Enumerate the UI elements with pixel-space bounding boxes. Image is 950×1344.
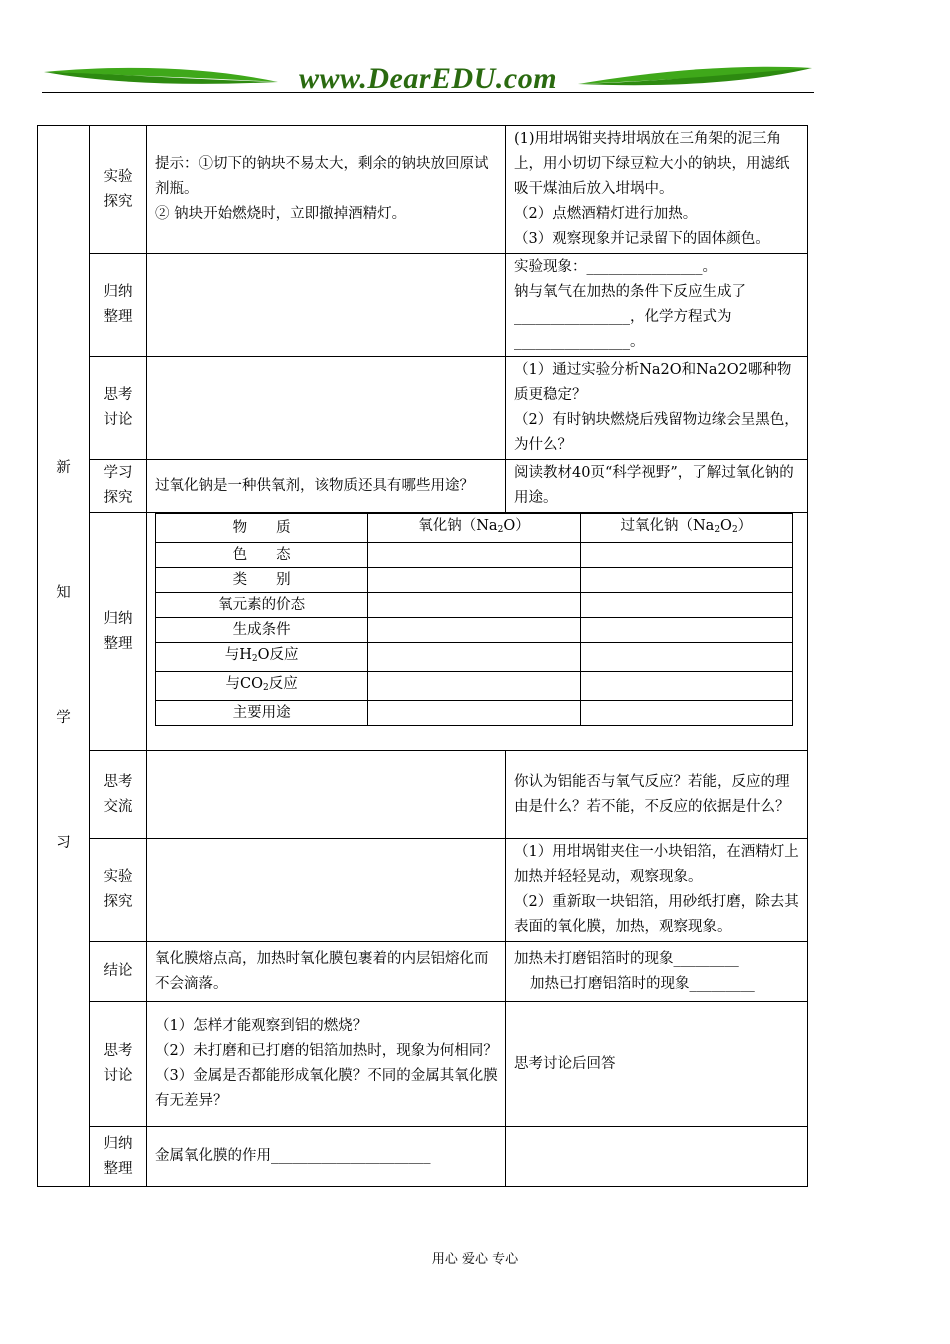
compare-table [155,513,793,726]
table-cell: 色 态 [156,543,368,568]
row-label: 思考 讨论 [90,357,147,460]
table-cell: 与$CO_2$反应 [156,672,368,701]
cell-text: 阅读教材40页“科学视野”，了解过氧化钠的用途。 [514,465,794,506]
table-row [156,514,793,543]
section-char: 学 [56,710,71,726]
table-cell [580,618,792,643]
cell-text: 提示：①切下的钠块不易太大，剩余的钠块放回原试剂瓶。 [155,156,489,197]
text-cell [506,460,808,513]
cell-text: （3）观察现象并记录留下的固体颜色。 [514,231,770,247]
table-row [38,126,808,254]
header-rule [42,92,814,93]
empty-cell [147,357,506,460]
section-char: 新 [56,460,71,476]
lesson-table [37,125,808,1187]
steps-cell [506,126,808,254]
table-row [38,1127,808,1187]
table-header: 物 质 [156,514,368,543]
table-cell: 生成条件 [156,618,368,643]
table-row [156,701,793,726]
cell-text: （1）通过实验分析Na2O和Na2O2哪种物质更稳定？ [514,362,792,403]
empty-cell [147,751,506,839]
cell-text: 金属氧化膜的作用______________________ [155,1148,431,1164]
section-char: 习 [56,835,71,851]
table-cell [368,543,580,568]
table-cell [580,672,792,701]
table-cell [368,618,580,643]
cell-text: 加热未打磨铝箔时的现象_________ [514,950,739,967]
table-cell [580,643,792,672]
section-char: 知 [56,585,71,601]
cell-text: (1)用坩埚钳夹持坩埚放在三角架的泥三角上，用小切切下绿豆粒大小的钠块，用滤纸吸干煤油后放入坩埚中。 [514,131,790,197]
table-cell [368,593,580,618]
steps-cell [506,839,808,942]
text-cell [506,751,808,839]
table-cell: 类 别 [156,568,368,593]
hint-cell [147,126,506,254]
row-label: 学习 探究 [90,460,147,513]
table-row [38,942,808,1002]
text-cell [147,460,506,513]
header-logo [42,60,814,100]
logo-text: www.DearEDU.com [298,62,558,95]
cell-text: 你认为铝能否与氧气反应？若能，反应的理由是什么？若不能，不反应的依据是什么？ [514,773,790,815]
table-cell [368,672,580,701]
row-label: 思考 交流 [90,751,147,839]
cell-text: （2）重新取一块铝箔，用砂纸打磨，除去其表面的氧化膜，加热，观察现象。 [514,894,799,935]
table-cell [580,701,792,726]
fill-cell [506,254,808,357]
cell-text: （2）有时钠块燃烧后残留物边缘会呈黑色，为什么？ [514,412,799,453]
cell-text: ② 钠块开始燃烧时，立即撤掉酒精灯。 [155,206,407,222]
table-cell: 氧元素的价态 [156,593,368,618]
row-label: 归纳 整理 [90,1127,147,1187]
page-footer: 用心 爱心 专心 [431,1252,519,1267]
empty-cell [147,839,506,942]
table-cell [580,568,792,593]
row-label: 结论 [90,942,147,1002]
table-row [156,618,793,643]
table-row [38,460,808,513]
fill-cell [147,1127,506,1187]
table-cell [368,701,580,726]
empty-cell [147,254,506,357]
row-label: 实验 探究 [90,126,147,254]
table-cell: 主要用途 [156,701,368,726]
row-label: 归纳 整理 [90,513,147,751]
cell-text: （3）金属是否都能形成氧化膜？不同的金属其氧化膜有无差异？ [155,1068,498,1109]
cell-text: （1）怎样才能观察到铝的燃烧？ [155,1018,368,1034]
cell-text: 思考讨论后回答 [514,1055,616,1072]
table-row [38,1002,808,1127]
cell-text: 过氧化钠是一种供氧剂，该物质还具有哪些用途？ [155,477,474,494]
table-cell [368,643,580,672]
cell-text: （2）点燃酒精灯进行加热。 [514,206,698,222]
table-row [38,751,808,839]
table-header: 过氧化钠$(Na_2O_2)$ [580,514,792,543]
cell-text: 加热已打磨铝箔时的现象_________ [530,975,755,992]
table-cell: 与$H_2O$反应 [156,643,368,672]
table-row [156,568,793,593]
table-row [38,357,808,460]
section-label [38,126,90,1187]
fill-cell [506,942,808,1002]
question-cell [506,357,808,460]
cell-text: 氧化膜熔点高，加热时氧化膜包裹着的内层铝熔化而不会滴落。 [155,950,489,992]
table-row [156,543,793,568]
table-row [38,839,808,942]
table-row [156,672,793,701]
row-label: 思考 讨论 [90,1002,147,1127]
cell-text: （2）未打磨和已打磨的铝箔加热时，现象为何相同？ [155,1043,498,1059]
table-cell [580,543,792,568]
table-row [38,254,808,357]
table-cell [580,593,792,618]
table-row [156,593,793,618]
compare-cell [147,513,808,751]
row-label: 归纳 整理 [90,254,147,357]
row-label: 实验 探究 [90,839,147,942]
table-header: 氧化钠$(Na_2O)$ [368,514,580,543]
question-cell [147,1002,506,1127]
text-cell [506,1002,808,1127]
cell-text: 钠与氧气在加热的条件下反应生成了________________，化学方程式为________________。 [514,284,746,350]
table-row [38,513,808,751]
empty-cell [506,1127,808,1187]
table-cell [368,568,580,593]
cell-text: 实验现象：________________。 [514,259,717,275]
cell-text: （1）用坩埚钳夹住一小块铝箔，在酒精灯上加热并轻轻晃动，观察现象。 [514,844,799,885]
table-row [156,643,793,672]
text-cell [147,942,506,1002]
